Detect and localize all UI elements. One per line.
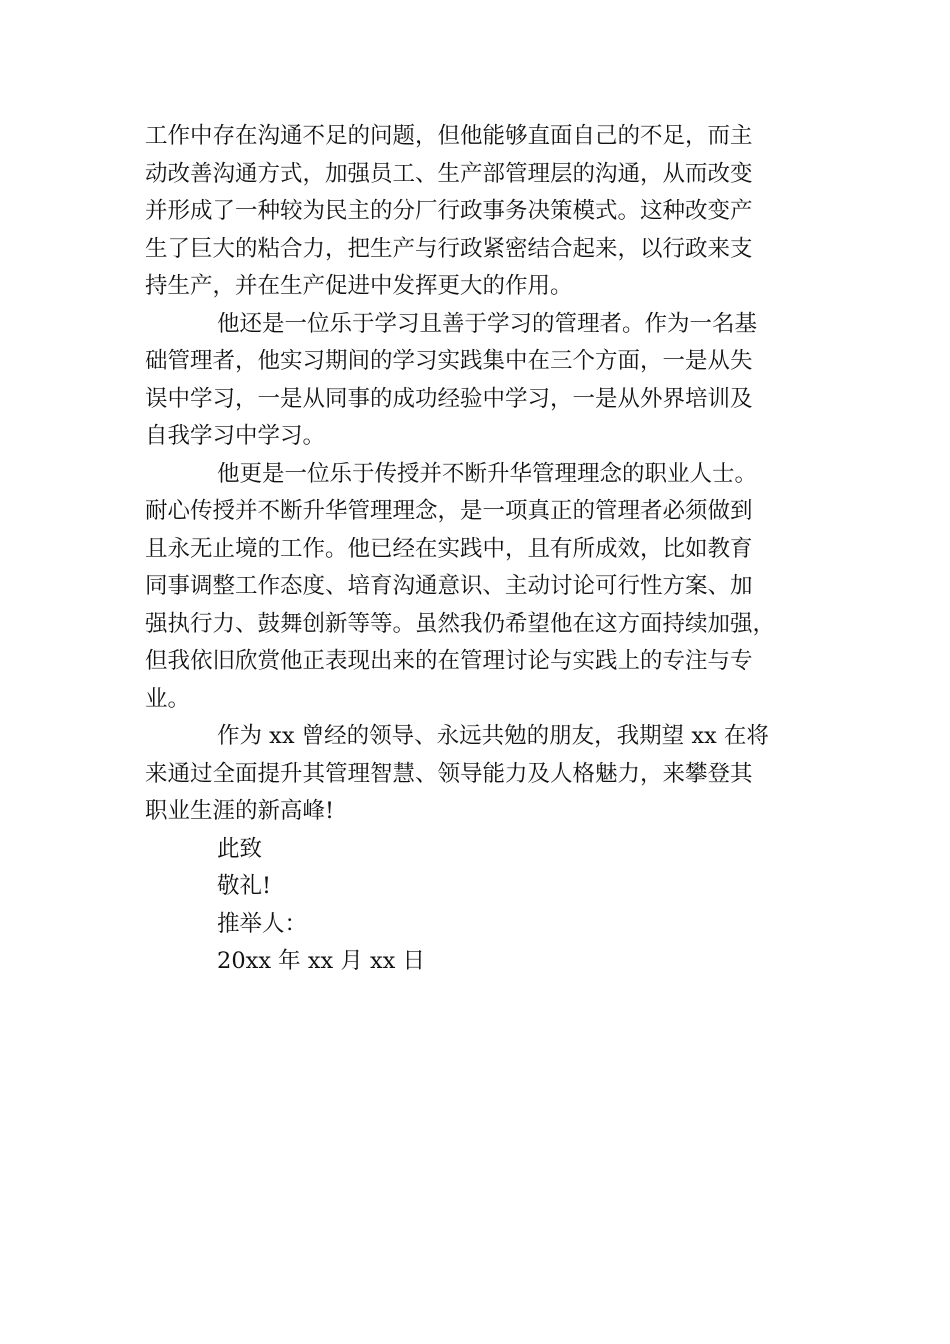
salutation-line: 此致 (217, 835, 263, 862)
text-line: 业。 (145, 685, 191, 712)
paragraph-teaching (145, 456, 805, 719)
text-line: 础管理者，他实习期间的学习实践集中在三个方面，一是从失 (145, 348, 753, 374)
text-line: 且永无止境的工作。他已经在实践中，且有所成效，比如教育 (145, 535, 753, 562)
text-line: 他更是一位乐于传授并不断升华管理理念的职业人士。 (217, 460, 758, 487)
text-line: 作为 xx 曾经的领导、永远共勉的朋友，我期望 xx 在将 (217, 723, 769, 749)
text-line: 并形成了一种较为民主的分厂行政事务决策模式。这种改变产 (145, 198, 753, 224)
text-line: 工作中存在沟通不足的问题，但他能够直面自己的不足，而主 (145, 123, 753, 149)
paragraph-learning (145, 306, 805, 456)
text-line: 自我学习中学习。 (145, 423, 326, 449)
paragraph-communication (145, 118, 805, 306)
text-line: 误中学习，一是从同事的成功经验中学习，一是从外界培训及 (145, 385, 753, 412)
text-line: 他还是一位乐于学习且善于学习的管理者。作为一名基 (217, 310, 758, 337)
paragraph-expectation (145, 718, 805, 831)
text-line: 同事调整工作态度、培育沟通意识、主动讨论可行性方案、加 (145, 573, 753, 599)
text-line: 但我依旧欣赏他正表现出来的在管理讨论与实践上的专注与专 (145, 648, 753, 674)
letter-body (145, 118, 805, 981)
text-line: 动改善沟通方式，加强员工、生产部管理层的沟通，从而改变 (145, 160, 753, 187)
text-line: 生了巨大的粘合力，把生产与行政紧密结合起来，以行政来支 (145, 235, 753, 262)
recommender-label: 推举人： (217, 910, 308, 937)
text-line: 强执行力、鼓舞创新等等。虽然我仍希望他在这方面持续加强， (145, 610, 776, 637)
text-line: 职业生涯的新高峰! (145, 798, 335, 824)
text-line: 来通过全面提升其管理智慧、领导能力及人格魅力，来攀登其 (145, 760, 753, 787)
letter-closing (145, 831, 805, 981)
text-line: 耐心传授并不断升华管理理念，是一项真正的管理者必须做到 (145, 498, 753, 524)
letter-date: 20xx 年 xx 月 xx 日 (217, 948, 426, 974)
regards-line: 敬礼! (217, 873, 272, 899)
text-line: 持生产，并在生产促进中发挥更大的作用。 (145, 273, 573, 299)
